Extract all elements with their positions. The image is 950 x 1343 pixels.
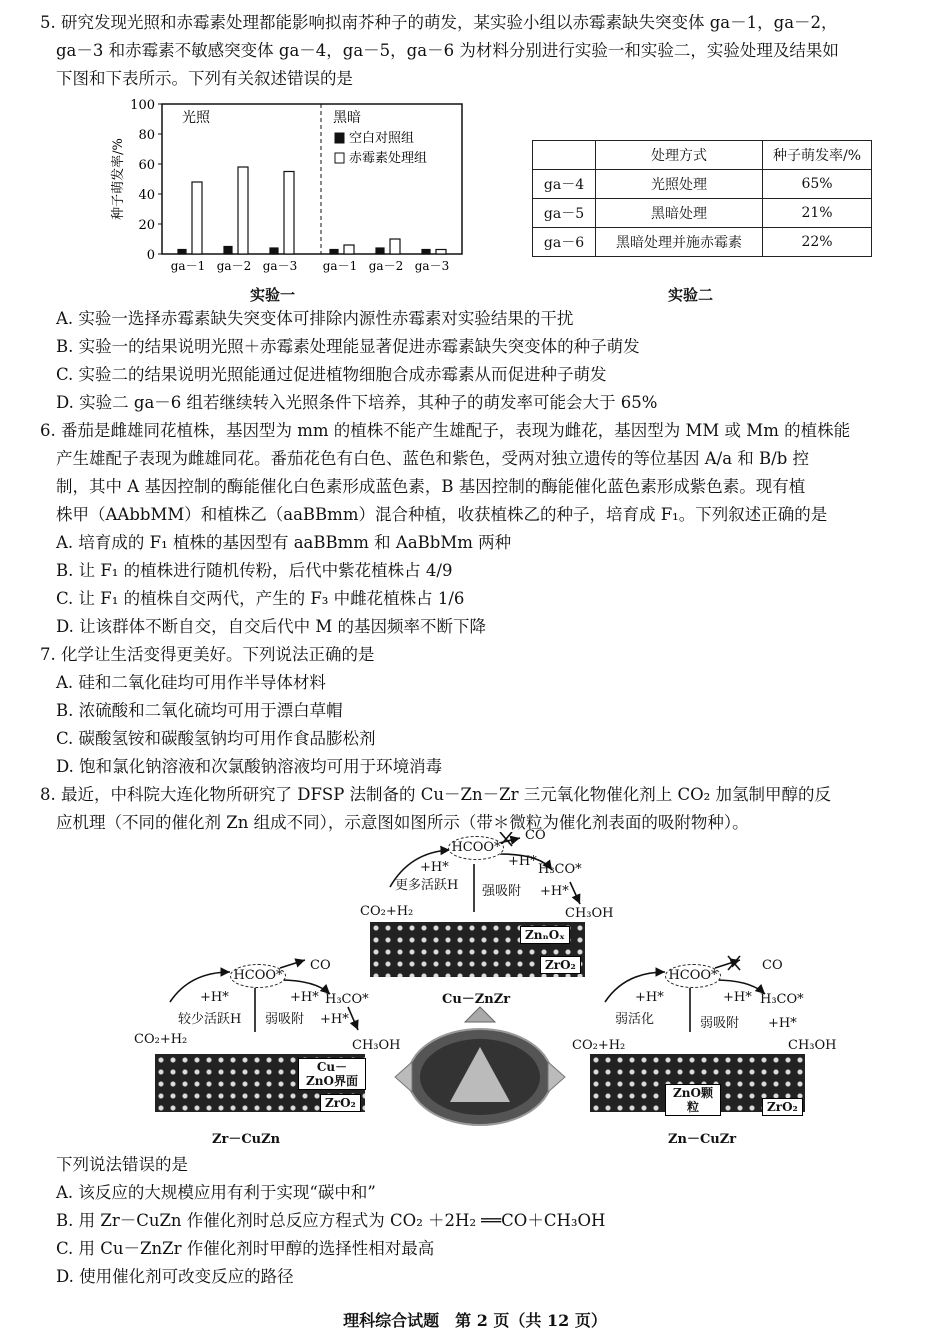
h-addition-left-2: +H* <box>290 990 319 1005</box>
x-tick-label: ga－3 <box>262 259 298 273</box>
table-cell: 黑暗处理并施赤霉素 <box>596 228 763 257</box>
co2-h2-left: CO₂+H₂ <box>134 1032 188 1047</box>
bar-gibberellin <box>344 245 354 254</box>
mechanism-diagram <box>120 828 840 1162</box>
y-tick-label: 20 <box>138 218 155 233</box>
cu-zno-interface-tag: Cu－ZnO界面 <box>298 1058 366 1090</box>
top-mid-note: 强吸附 <box>482 884 522 899</box>
q8-option-b: B. 用 Zr－CuZn 作催化剂时总反应方程式为 CO₂ ＋2H₂ ══CO＋CH₃OH <box>56 1211 606 1230</box>
y-axis-label: 种子萌发率/% <box>111 138 126 220</box>
q8-option-a: A. 该反应的大规模应用有利于实现“碳中和” <box>56 1183 376 1202</box>
h3co-top: H₃CO* <box>538 862 582 877</box>
co2-h2-top: CO₂+H₂ <box>360 904 414 919</box>
znox-tag: ZnₙOₓ <box>520 926 570 944</box>
x-tick-label: ga－2 <box>216 259 252 273</box>
bar-control <box>224 247 232 255</box>
h3co-right: H₃CO* <box>760 992 804 1007</box>
q7-option-c: C. 碳酸氢铵和碳酸氢钠均可用作食品膨松剂 <box>56 729 376 748</box>
co-label-left: CO <box>310 958 331 973</box>
bar-gibberellin <box>238 167 248 254</box>
q8-option-d: D. 使用催化剂可改变反应的路径 <box>56 1267 294 1286</box>
q5-option-a: A. 实验一选择赤霉素缺失突变体可排除内源性赤霉素对实验结果的干扰 <box>56 309 574 328</box>
q5-option-d: D. 实验二 ga－6 组若继续转入光照条件下培养，其种子的萌发率可能会大于 65% <box>56 393 658 412</box>
q6-stem-line1: 6. 番茄是雌雄同花植株，基因型为 mm 的植株不能产生雄配子，表现为雌花，基因型为 MM 或 Mm 的植株能 <box>40 421 851 440</box>
q7-stem: 7. 化学让生活变得更美好。下列说法正确的是 <box>40 645 375 664</box>
co2-h2-right: CO₂+H₂ <box>572 1038 626 1053</box>
h-addition-left-1: +H* <box>200 990 229 1005</box>
chart-caption: 实验一 <box>250 286 296 304</box>
ch3oh-top: CH₃OH <box>565 906 614 921</box>
zro2-tag-top: ZrO₂ <box>540 956 581 974</box>
bar-control <box>376 248 384 254</box>
q7-option-d: D. 饱和氯化钠溶液和次氯酸钠溶液均可用于环境消毒 <box>56 757 443 776</box>
hcoo-intermediate-left: HCOO* <box>230 964 286 988</box>
legend-label: 空白对照组 <box>349 131 415 146</box>
right-mid-note: 弱吸附 <box>700 1016 740 1031</box>
q6-stem-line3: 制，其中 A 基因控制的酶能催化白色素形成蓝色素，B 基因控制的酶能催化蓝色素形成紫色素。现有植 <box>56 477 806 496</box>
legend-swatch <box>335 153 344 163</box>
page-footer: 理科综合试题 第 2 页（共 12 页） <box>343 1311 607 1330</box>
central-catalyst-image <box>395 1007 565 1125</box>
table-header-cell <box>533 141 596 170</box>
h3co-left: H₃CO* <box>325 992 369 1007</box>
table-cell: 65% <box>763 170 872 199</box>
q8-stem-line1: 8. 最近，中科院大连化物所研究了 DFSP 法制备的 Cu－Zn－Zr 三元氧化物催化剂上 CO₂ 加氢制甲醇的反 <box>40 785 832 804</box>
table-header-cell: 种子萌发率/% <box>763 141 872 170</box>
right-caption: Zn－CuZr <box>668 1132 737 1147</box>
h-addition-top-2: +H* <box>508 854 537 869</box>
q5-option-c: C. 实验二的结果说明光照能通过促进植物细胞合成赤霉素从而促进种子萌发 <box>56 365 607 384</box>
q8-question-stem: 下列说法错误的是 <box>56 1155 188 1174</box>
co-label-right: CO <box>762 958 783 973</box>
left-left-note: 较少活跃H <box>178 1012 242 1027</box>
legend-swatch <box>335 133 344 143</box>
table-cell: ga－5 <box>533 199 596 228</box>
table-caption: 实验二 <box>668 286 714 304</box>
table-cell: 21% <box>763 199 872 228</box>
y-tick-label: 80 <box>138 128 155 143</box>
legend-label: 赤霉素处理组 <box>349 151 428 166</box>
table-row <box>533 228 872 257</box>
table-cell: 光照处理 <box>596 170 763 199</box>
table-header-row <box>533 141 872 170</box>
table-cell: ga－4 <box>533 170 596 199</box>
bar-control <box>270 248 278 254</box>
bar-control <box>422 250 430 255</box>
table-row <box>533 199 872 228</box>
right-left-note: 弱活化 <box>615 1012 655 1027</box>
hcoo-intermediate-right: HCOO* <box>665 964 721 988</box>
q7-option-a: A. 硅和二氧化硅均可用作半导体材料 <box>56 673 326 692</box>
left-mid-note: 弱吸附 <box>265 1012 305 1027</box>
table-cell: 黑暗处理 <box>596 199 763 228</box>
ch3oh-left: CH₃OH <box>352 1038 401 1053</box>
q6-option-b: B. 让 F₁ 的植株进行随机传粉，后代中紫花植株占 4/9 <box>56 561 453 580</box>
zro2-tag-left: ZrO₂ <box>320 1094 361 1112</box>
h-addition-top-3: +H* <box>540 884 569 899</box>
h-addition-right-1: +H* <box>635 990 664 1005</box>
experiment-1-bar-chart <box>100 92 480 292</box>
q6-option-a: A. 培育成的 F₁ 植株的基因型有 aaBBmm 和 AaBbMm 两种 <box>56 533 512 552</box>
bar-gibberellin <box>436 250 446 255</box>
x-tick-label: ga－3 <box>414 259 450 273</box>
panel-title-dark: 黑暗 <box>333 110 361 126</box>
chart-frame <box>162 104 462 254</box>
q8-option-c: C. 用 Cu－ZnZr 作催化剂时甲醇的选择性相对最高 <box>56 1239 435 1258</box>
q5-stem-line1: 5. 研究发现光照和赤霉素处理都能影响拟南芥种子的萌发，某实验小组以赤霉素缺失突变体 ga－1，ga－2， <box>40 13 838 32</box>
experiment-2-table <box>532 140 872 257</box>
h-addition-right-2: +H* <box>723 990 752 1005</box>
table-header-cell: 处理方式 <box>596 141 763 170</box>
table-row <box>533 170 872 199</box>
q6-option-d: D. 让该群体不断自交，自交后代中 M 的基因频率不断下降 <box>56 617 487 636</box>
q6-stem-line4: 株甲（AAbbMM）和植株乙（aaBBmm）混合种植，收获植株乙的种子，培育成 F₁。下列叙述正确的是 <box>56 505 828 524</box>
zno-particle-tag: ZnO颗粒 <box>665 1084 721 1116</box>
x-tick-label: ga－2 <box>368 259 404 273</box>
y-tick-label: 60 <box>138 158 155 173</box>
y-tick-label: 100 <box>130 98 155 113</box>
hcoo-intermediate-top: HCOO* <box>448 836 504 860</box>
y-tick-label: 0 <box>146 248 155 263</box>
q5-option-b: B. 实验一的结果说明光照＋赤霉素处理能显著促进赤霉素缺失突变体的种子萌发 <box>56 337 640 356</box>
bar-control <box>330 250 338 255</box>
bar-control <box>178 250 186 255</box>
bar-gibberellin <box>284 172 294 255</box>
table-cell: ga－6 <box>533 228 596 257</box>
top-caption: Cu－ZnZr <box>442 992 511 1007</box>
q7-option-b: B. 浓硫酸和二氧化硫均可用于漂白草帽 <box>56 701 343 720</box>
x-tick-label: ga－1 <box>322 259 358 273</box>
q5-stem-line3: 下图和下表所示。下列有关叙述错误的是 <box>56 69 353 88</box>
h-addition-right-3: +H* <box>768 1016 797 1031</box>
h-addition-top-1: +H* <box>420 860 449 875</box>
h-addition-left-3: +H* <box>320 1012 349 1027</box>
q6-stem-line2: 产生雄配子表现为雌雄同花。番茄花色有白色、蓝色和紫色，受两对独立遗传的等位基因 A/a 和 B/b 控 <box>56 449 810 468</box>
y-tick-label: 40 <box>138 188 155 203</box>
left-caption: Zr－CuZn <box>212 1132 281 1147</box>
x-tick-label: ga－1 <box>170 259 206 273</box>
bar-gibberellin <box>192 182 202 254</box>
q8-stem-line2: 应机理（不同的催化剂 Zn 组成不同），示意图如图所示（带＊微粒为催化剂表面的吸附物种）。 <box>56 813 749 832</box>
ch3oh-right: CH₃OH <box>788 1038 837 1053</box>
panel-title-light: 光照 <box>182 110 210 126</box>
table-cell: 22% <box>763 228 872 257</box>
zro2-tag-right: ZrO₂ <box>762 1098 803 1116</box>
co-label-top: CO <box>525 828 546 843</box>
q6-option-c: C. 让 F₁ 的植株自交两代，产生的 F₃ 中雌花植株占 1/6 <box>56 589 465 608</box>
top-left-note: 更多活跃H <box>395 878 459 893</box>
q5-stem-line2: ga－3 和赤霉素不敏感突变体 ga－4，ga－5，ga－6 为材料分别进行实验一和实验二，实验处理及结果如 <box>56 41 839 60</box>
bar-gibberellin <box>390 239 400 254</box>
